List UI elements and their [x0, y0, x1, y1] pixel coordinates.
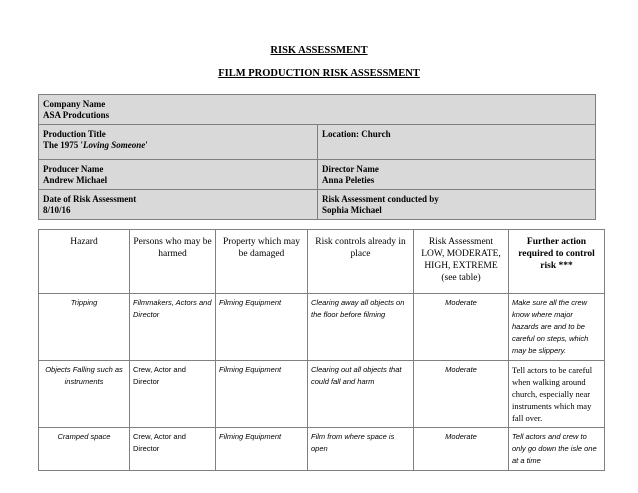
- company-row: [39, 95, 596, 125]
- header-property: Property which may be damaged: [216, 230, 308, 294]
- cell-rating: Moderate: [414, 361, 509, 428]
- producer-value: Andrew Michael: [43, 175, 108, 185]
- conducted-cell: [318, 190, 596, 220]
- cell-controls: Clearing away all objects on the floor before filming: [308, 294, 414, 361]
- cell-persons: Crew, Actor and Director: [130, 361, 216, 428]
- page-title: RISK ASSESSMENT: [270, 45, 368, 56]
- table-row: [39, 361, 605, 428]
- cell-action: Tell actors and crew to only go down the isle one at a time: [509, 428, 605, 471]
- production-title-value: Loving Someone: [83, 140, 146, 150]
- conducted-label: Risk Assessment conducted by: [322, 194, 439, 204]
- page-subtitle: FILM PRODUCTION RISK ASSESSMENT: [218, 68, 420, 79]
- header-rating-line: Risk Assessment: [428, 237, 494, 247]
- cell-hazard: Cramped space: [39, 428, 130, 471]
- header-persons: Persons who may be harmed: [130, 230, 216, 294]
- cell-controls: Film from where space is open: [308, 428, 414, 471]
- cell-rating: Moderate: [414, 294, 509, 361]
- production-info-box: [38, 94, 596, 220]
- production-cell: [39, 125, 318, 160]
- company-value: ASA Prodcutions: [43, 110, 110, 120]
- table-row: [39, 428, 605, 471]
- header-action-line: required to control: [518, 249, 595, 259]
- cell-persons: Filmmakers, Actors and Director: [130, 294, 216, 361]
- header-action-line: risk ***: [540, 261, 573, 271]
- header-rating-line: HIGH, EXTREME: [424, 261, 498, 271]
- director-value: Anna Peleties: [322, 175, 375, 185]
- header-hazard: Hazard: [39, 230, 130, 294]
- header-action: [509, 230, 605, 294]
- header-rating: [414, 230, 509, 294]
- table-row: [39, 294, 605, 361]
- production-row: [39, 125, 596, 160]
- production-prefix: The 1975 ': [43, 140, 84, 150]
- cell-persons: Crew, Actor and Director: [130, 428, 216, 471]
- cell-property: Filming Equipment: [216, 361, 308, 428]
- director-cell: [318, 160, 596, 190]
- header-rating-line: LOW, MODERATE,: [421, 249, 501, 259]
- conducted-value: Sophia Michael: [322, 205, 382, 215]
- cell-property: Filming Equipment: [216, 294, 308, 361]
- company-label: Company Name: [43, 99, 106, 109]
- company-cell: [39, 95, 596, 125]
- producer-label: Producer Name: [43, 164, 104, 174]
- header-controls: Risk controls already in place: [308, 230, 414, 294]
- production-suffix: ': [145, 140, 148, 150]
- production-value-line: [43, 140, 313, 151]
- cell-rating: Moderate: [414, 428, 509, 471]
- cell-hazard: Tripping: [39, 294, 130, 361]
- producer-cell: [39, 160, 318, 190]
- cell-hazard: Objects Falling such as instruments: [39, 361, 130, 428]
- table-header-row: [39, 230, 605, 294]
- date-row: [39, 190, 596, 220]
- cell-controls: Clearing out all objects that could fall and harm: [308, 361, 414, 428]
- location-text: Location: Church: [322, 129, 391, 139]
- cell-action: Make sure all the crew know where major hazards are and to be careful on steps, which may be slippery.: [509, 294, 605, 361]
- date-label: Date of Risk Assessment: [43, 194, 137, 204]
- header-action-line: Further action: [526, 237, 587, 247]
- header-rating-line: (see table): [441, 273, 481, 283]
- date-value: 8/10/16: [43, 205, 71, 215]
- production-label: Production Title: [43, 129, 106, 139]
- producer-row: [39, 160, 596, 190]
- cell-property: Filming Equipment: [216, 428, 308, 471]
- hazard-table: [38, 229, 605, 471]
- director-label: Director Name: [322, 164, 379, 174]
- date-cell: [39, 190, 318, 220]
- cell-action: Tell actors to be careful when walking around church, especially near instruments which may fall over.: [509, 361, 605, 428]
- location-cell: [318, 125, 596, 160]
